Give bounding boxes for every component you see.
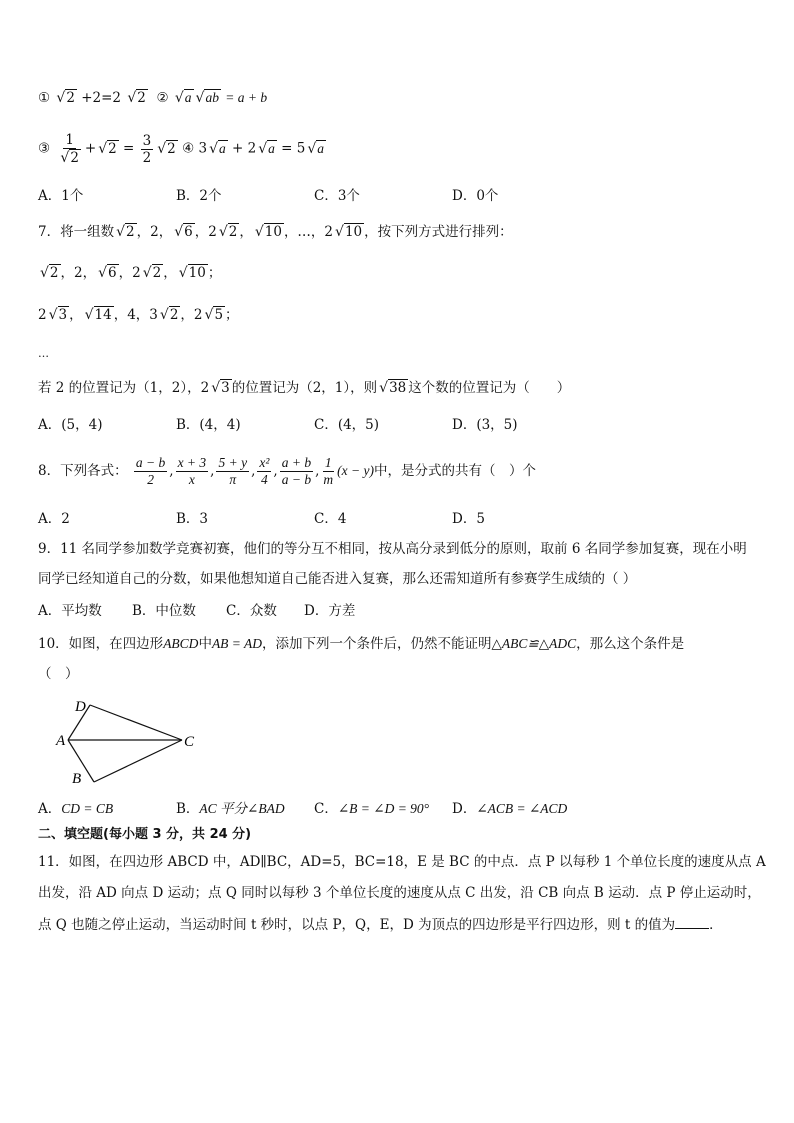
radicand: 2	[228, 224, 238, 240]
fraction	[280, 455, 313, 488]
fraction-denominator: m	[323, 472, 334, 487]
q10-line-1	[38, 634, 684, 654]
radicand: 14	[94, 307, 112, 323]
option-c[interactable]: C．3个	[314, 188, 360, 204]
quadrilateral-figure	[50, 693, 210, 788]
sequence-text: ，2	[180, 307, 203, 323]
fraction-denominator: 4	[261, 472, 268, 487]
radicand: 5	[214, 307, 224, 323]
radicand: a	[184, 90, 192, 105]
sequence-text: ，2，	[136, 224, 173, 240]
fraction-denominator: 2	[142, 149, 152, 166]
expression-text: + 2	[227, 140, 257, 157]
question-text: 点 Q 也随之停止运动，当运动时间 t 秒时，以点 P，Q，E，D 为顶点的四边形是平行四边形，则 t 的值为	[38, 917, 676, 933]
question-text: ．	[709, 917, 723, 933]
sqrt-symbol: √	[127, 90, 137, 106]
sqrt-symbol: √	[98, 265, 108, 281]
sqrt-symbol: √	[142, 265, 152, 281]
fraction-numerator: 1	[65, 132, 74, 148]
expression-text: +2=2	[81, 90, 122, 106]
sqrt-symbol: √	[209, 140, 218, 157]
operator: +	[84, 140, 97, 157]
sequence-text: ，4，3	[113, 307, 158, 323]
sequence-text: 2	[38, 307, 47, 323]
q9-line-1: 9．11 名同学参加数学竞赛初赛，他们的等分互不相同，按从高分录到低分的原则，取前 6 名同学参加复赛，现在小明	[38, 541, 747, 557]
fraction-numerator: 5 + y	[218, 455, 248, 470]
radicand: a	[317, 140, 325, 156]
sqrt-symbol: √	[98, 140, 108, 157]
option-d[interactable]: D．(3，5)	[452, 417, 518, 433]
item-number: ②	[156, 90, 169, 106]
sqrt-symbol: √	[157, 140, 167, 157]
fraction	[176, 455, 209, 488]
label-b: B	[72, 771, 82, 787]
sqrt-symbol: √	[174, 224, 184, 240]
sequence-text: ，2	[194, 224, 217, 240]
question-text: ，按下列方式进行排列：	[364, 224, 513, 240]
fraction	[141, 133, 154, 166]
radicand: 2	[137, 90, 146, 106]
option-c[interactable]: C．众数	[226, 603, 277, 619]
question-text: ，添加下列一个条件后，仍然不能证明	[262, 636, 492, 652]
sqrt-symbol: √	[116, 224, 126, 240]
sqrt-symbol: √	[178, 265, 188, 281]
radicand: 3	[221, 380, 230, 396]
option-b[interactable]: B．2个	[176, 188, 222, 204]
label-a: A	[56, 733, 66, 749]
q7-stem	[38, 222, 513, 242]
fraction-numerator: a + b	[281, 455, 312, 470]
option-expr: ∠B = ∠D = 90°	[337, 801, 430, 816]
sequence-text: ，2，	[60, 265, 97, 281]
radicand: 2	[49, 265, 59, 281]
sqrt-symbol: √	[56, 90, 66, 106]
option-b[interactable]: B．3	[176, 511, 209, 527]
question-text: 若 2 的位置记为（1，2），2	[38, 380, 210, 396]
radicand: 38	[389, 380, 407, 396]
fraction-denominator: x	[188, 472, 195, 487]
q9-line-2: 同学已经知道自己的分数，如果他想知道自己能否进入复赛，那么还需知道所有参赛学生成绩的（ ）	[38, 571, 637, 587]
sqrt-symbol: √	[258, 140, 268, 157]
radicand: 2	[169, 307, 179, 323]
operator: =	[123, 140, 135, 157]
q7-row-2	[38, 305, 239, 325]
fraction	[56, 132, 83, 166]
radicand: a	[218, 140, 226, 156]
question-text: 7．将一组数	[38, 224, 115, 240]
sqrt-symbol: √	[204, 307, 214, 323]
option-d[interactable]: D．0个	[452, 188, 499, 204]
fraction-numerator: 3	[142, 132, 152, 149]
radicand: 2	[126, 224, 135, 240]
fraction	[257, 455, 271, 488]
fraction-denominator: √2	[60, 150, 79, 166]
q10-line-2: （ ）	[38, 666, 79, 682]
radicand: 2	[70, 150, 79, 166]
sqrt-symbol: √	[307, 140, 317, 157]
option-expr: CD = CB	[61, 801, 114, 816]
fraction-numerator: 1	[324, 455, 332, 470]
radicand: 2	[108, 140, 117, 157]
q7-row-1	[38, 263, 221, 283]
expression-text: = 5	[276, 140, 306, 157]
q11-line-1: 11．如图，在四边形 ABCD 中，AD∥BC，AD=5，BC=18，E 是 BC 的中点．点 P 以每秒 1 个单位长度的速度从点 A	[38, 854, 766, 870]
label-d: D	[75, 699, 86, 715]
sqrt-symbol: √	[159, 307, 169, 323]
radicand: 10	[264, 224, 282, 240]
sequence-text: ，2	[118, 265, 141, 281]
option-a[interactable]: A．2	[38, 511, 70, 527]
sqrt-symbol: √	[335, 224, 344, 240]
section-heading: 二、填空题(每小题 3 分，共 24 分)	[38, 827, 252, 842]
question-text: 中，是分式的共有（ ）个	[373, 463, 536, 479]
question-text: 这个数的位置记为（ ）	[408, 380, 571, 396]
option-expr: ∠ACB = ∠ACD	[476, 801, 568, 816]
sequence-text: ；	[207, 265, 222, 281]
sequence-text: ，…，2	[283, 224, 334, 240]
item-number: ④	[182, 140, 195, 157]
fraction	[134, 455, 167, 488]
option-letter: C．	[314, 801, 338, 817]
sqrt-symbol: √	[174, 90, 184, 106]
sequence-text: ，	[163, 265, 177, 281]
question-text: 8．下列各式：	[38, 463, 128, 479]
fraction	[321, 455, 335, 488]
fraction-denominator: π	[229, 472, 237, 487]
sqrt-symbol: √	[218, 224, 228, 240]
radicand: 10	[188, 265, 206, 281]
expression-text: (x − y)	[337, 463, 374, 478]
q11-line-2: 出发，沿 AD 向点 D 运动；点 Q 同时以每秒 3 个单位长度的速度从点 C 出发，沿 CB 向点 B 运动．点 P 停止运动时，	[38, 885, 761, 901]
option-d[interactable]: D．方差	[304, 603, 356, 619]
option-b[interactable]: B．(4，4)	[176, 417, 241, 433]
answer-blank[interactable]	[675, 914, 709, 929]
option-b[interactable]	[176, 799, 285, 819]
sqrt-symbol: √	[379, 380, 389, 396]
q11-line-3	[38, 914, 723, 935]
quad-name: ABCD	[163, 636, 199, 651]
option-b[interactable]: B．中位数	[132, 603, 196, 619]
q6-row-1	[38, 88, 267, 108]
fraction	[216, 455, 249, 488]
option-a[interactable]: A．平均数	[38, 603, 102, 619]
segment-bc	[94, 740, 182, 782]
sqrt-symbol: √	[84, 307, 94, 323]
condition-expr: AB = AD	[211, 636, 263, 651]
option-c[interactable]	[314, 799, 429, 819]
sqrt-symbol: √	[254, 224, 264, 240]
radicand: 2	[152, 265, 162, 281]
option-a[interactable]: A．1个	[38, 188, 84, 204]
question-text: 10．如图，在四边形	[38, 636, 164, 652]
congruence-expr: △ABC≌△ADC	[491, 636, 577, 651]
fraction-numerator: x + 3	[177, 455, 207, 470]
option-expr: AC 平分∠BAD	[199, 801, 285, 816]
fraction-denominator: 2	[147, 472, 154, 487]
expression-text: 3	[198, 140, 208, 157]
option-d[interactable]: D．5	[452, 511, 485, 527]
q6-row-2	[38, 132, 326, 166]
sqrt-symbol: √	[40, 265, 49, 281]
question-text: 中	[198, 636, 212, 652]
radicand: ab	[205, 90, 219, 105]
sqrt-symbol: √	[195, 90, 205, 106]
item-number: ①	[38, 90, 51, 106]
radicand: 2	[66, 90, 75, 106]
q7-condition	[38, 378, 570, 398]
expression-text: = a + b	[225, 90, 268, 105]
radicand: a	[268, 140, 275, 156]
fraction-numerator: x²	[259, 455, 270, 470]
option-c[interactable]: C．(4，5)	[314, 417, 380, 433]
fraction-denominator: a − b	[281, 472, 312, 487]
segment-dc	[90, 705, 182, 740]
item-number: ③	[38, 140, 51, 157]
option-letter: D．	[452, 801, 477, 817]
sequence-text: ；	[225, 307, 239, 323]
q8-stem: 8．下列各式： $\frac{a - b}{2}$ , $\frac{x + 3}{x}$ , $\frac{5 + y}{\pi}$ , $\frac{\text{x²}}{4}$ , $\frac{a + b}{a - b}$ , $\frac{1}{m}$ (x − y)中，是分式的共有（ ）个	[38, 455, 536, 487]
question-text: 的位置记为（2，1），则	[231, 380, 378, 396]
option-letter: B．	[176, 801, 200, 817]
sqrt-symbol: √	[211, 380, 221, 396]
option-a[interactable]	[38, 799, 113, 819]
sequence-text: ，	[69, 307, 83, 323]
q7-ellipsis: …	[38, 347, 49, 360]
question-text: ，那么这个条件是	[576, 636, 685, 652]
radicand: 10	[344, 224, 363, 240]
option-letter: A．	[38, 801, 62, 817]
option-a[interactable]: A．(5，4)	[38, 417, 103, 433]
sqrt-symbol: √	[48, 307, 58, 323]
option-d[interactable]	[452, 799, 567, 819]
radicand: 2	[167, 140, 176, 157]
radicand: 3	[58, 307, 68, 323]
label-c: C	[184, 734, 195, 750]
radicand: 6	[184, 224, 193, 240]
radicand: 6	[108, 265, 117, 281]
option-c[interactable]: C．4	[314, 511, 347, 527]
sequence-text: ，	[239, 224, 253, 240]
fraction-numerator: a − b	[135, 455, 166, 470]
